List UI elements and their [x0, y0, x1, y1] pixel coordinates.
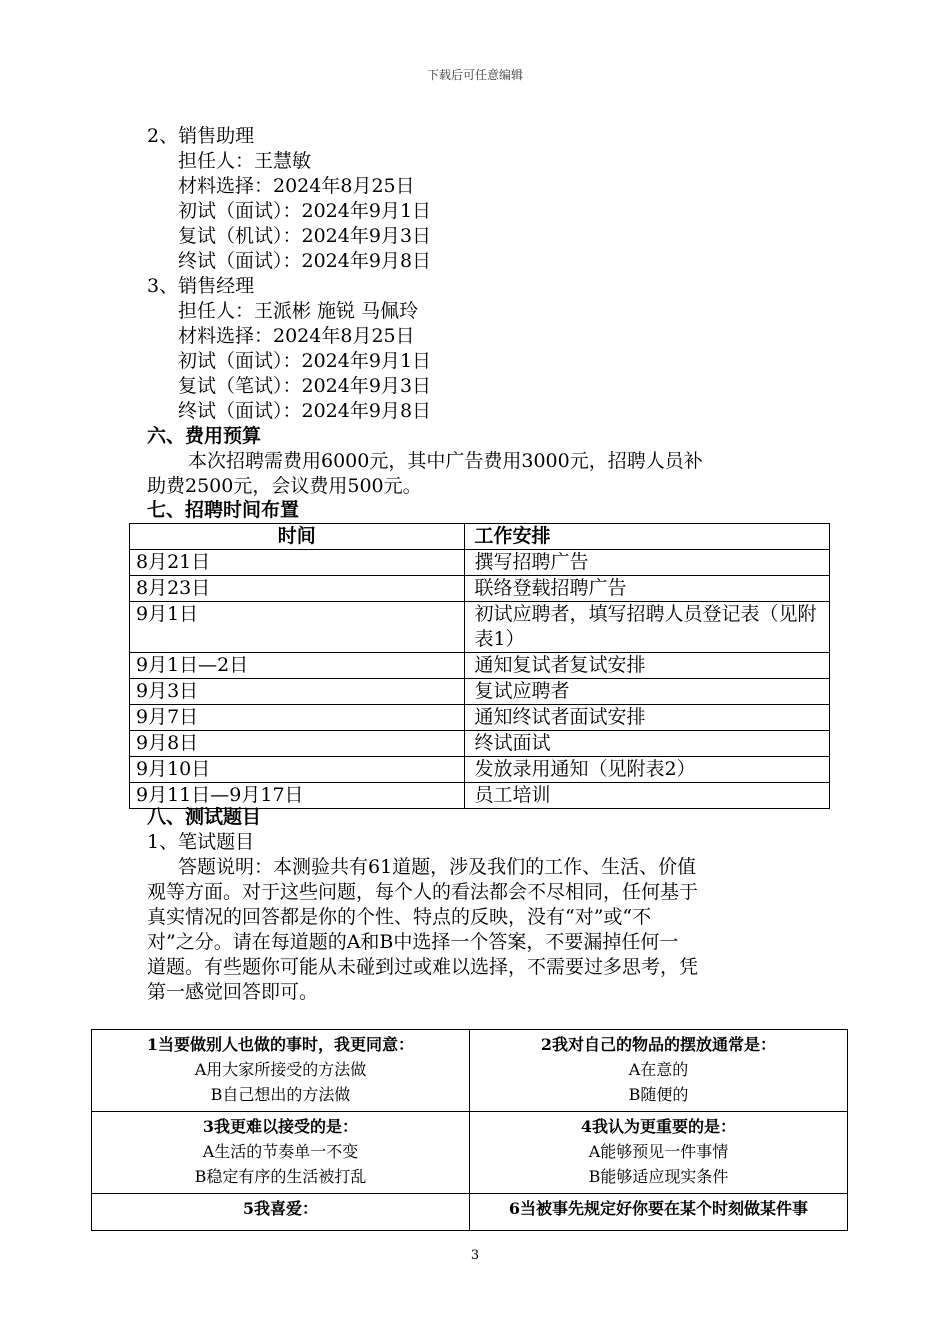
- table-row: [92, 1030, 848, 1112]
- role-line: 终试（面试）：2024年9月8日: [178, 400, 432, 422]
- role-line: 复试（笔试）：2024年9月3日: [178, 375, 432, 397]
- question-cell: [470, 1030, 848, 1112]
- schedule-work: 通知终试者面试安排: [464, 705, 830, 731]
- option-a[interactable]: A在意的: [628, 1060, 689, 1079]
- schedule-work: 员工培训: [464, 783, 830, 809]
- budget-text-line1: 本次招聘需费用6000元，其中广告费用3000元，招聘人员补: [188, 450, 703, 472]
- budget-text-line2: 助费2500元，会议费用500元。: [147, 475, 422, 497]
- test-subheading: 1、笔试题目: [147, 831, 255, 853]
- role-line: 担任人：王派彬 施锐 马佩玲: [178, 300, 419, 322]
- question-cell: [92, 1194, 470, 1231]
- test-heading: 八、测试题目: [147, 806, 262, 828]
- instruction-line: 观等方面。对于这些问题，每个人的看法都会不尽相同，任何基于: [147, 881, 699, 903]
- schedule-col-time: 时间: [130, 524, 465, 550]
- role-title: 3、销售经理: [147, 275, 255, 297]
- page-header: 下载后可任意编辑: [426, 68, 523, 82]
- schedule-work: 终试面试: [464, 731, 830, 757]
- page-number: 3: [470, 1248, 480, 1263]
- table-row: [130, 653, 830, 679]
- schedule-time: 9月1日: [130, 602, 465, 653]
- option-b[interactable]: B稳定有序的生活被打乱: [194, 1167, 367, 1186]
- question-text: 4我认为更重要的是：: [580, 1117, 737, 1136]
- role-line: 复试（机试）：2024年9月3日: [178, 225, 432, 247]
- instruction-line: 第一感觉回答即可。: [147, 981, 319, 1003]
- question-cell: [92, 1030, 470, 1112]
- instruction-line: 对”之分。请在每道题的A和B中选择一个答案，不要漏掉任何一: [147, 931, 679, 953]
- role-line: 初试（面试）：2024年9月1日: [178, 350, 432, 372]
- schedule-work: 初试应聘者，填写招聘人员登记表（见附表1）: [464, 602, 830, 653]
- question-table: [91, 1029, 848, 1231]
- role-line: 材料选择：2024年8月25日: [178, 325, 415, 347]
- instruction-line: 真实情况的回答都是你的个性、特点的反映，没有“对”或“不: [147, 906, 652, 928]
- schedule-time: 9月11日—9月17日: [130, 783, 465, 809]
- schedule-time: 9月7日: [130, 705, 465, 731]
- table-row: [130, 679, 830, 705]
- role-line: 终试（面试）：2024年9月8日: [178, 250, 432, 272]
- table-row: [130, 731, 830, 757]
- question-text: 3我更难以接受的是：: [202, 1117, 359, 1136]
- schedule-table: [129, 523, 830, 809]
- table-row: [130, 602, 830, 653]
- option-b[interactable]: B自己想出的方法做: [210, 1085, 351, 1104]
- schedule-work: 通知复试者复试安排: [464, 653, 830, 679]
- role-line: 材料选择：2024年8月25日: [178, 175, 415, 197]
- budget-heading: 六、费用预算: [147, 425, 262, 447]
- question-text: 2我对自己的物品的摆放通常是：: [540, 1035, 777, 1054]
- question-text: 6当被事先规定好你要在某个时刻做某件事: [508, 1199, 809, 1218]
- schedule-time: 8月21日: [130, 550, 465, 576]
- table-row: [130, 757, 830, 783]
- schedule-time: 9月3日: [130, 679, 465, 705]
- schedule-work: 复试应聘者: [464, 679, 830, 705]
- role-line: 担任人：王慧敏: [178, 150, 312, 172]
- option-a[interactable]: A能够预见一件事情: [588, 1142, 729, 1161]
- schedule-time: 9月1日—2日: [130, 653, 465, 679]
- instruction-line: 道题。有些题你可能从未碰到过或难以选择，不需要过多思考，凭: [147, 956, 699, 978]
- option-a[interactable]: A生活的节奏单一不变: [202, 1142, 359, 1161]
- option-a[interactable]: A用大家所接受的方法做: [194, 1060, 367, 1079]
- schedule-time: 9月8日: [130, 731, 465, 757]
- question-text: 1当要做别人也做的事时，我更同意：: [146, 1035, 415, 1054]
- role-line: 初试（面试）：2024年9月1日: [178, 200, 432, 222]
- schedule-work: 发放录用通知（见附表2）: [464, 757, 830, 783]
- schedule-time: 8月23日: [130, 576, 465, 602]
- schedule-work: 撰写招聘广告: [464, 550, 830, 576]
- option-b[interactable]: B能够适应现实条件: [588, 1167, 729, 1186]
- schedule-time: 9月10日: [130, 757, 465, 783]
- role-title: 2、销售助理: [147, 125, 255, 147]
- table-row: [92, 1194, 848, 1231]
- schedule-col-work: 工作安排: [464, 524, 830, 550]
- schedule-work: 联络登载招聘广告: [464, 576, 830, 602]
- question-cell: [470, 1194, 848, 1231]
- instruction-line: 答题说明：本测验共有61道题，涉及我们的工作、生活、价值: [178, 856, 697, 878]
- question-cell: [92, 1112, 470, 1194]
- question-text: 5我喜爱：: [242, 1199, 319, 1218]
- table-row: [130, 705, 830, 731]
- schedule-heading: 七、招聘时间布置: [147, 499, 300, 521]
- option-b[interactable]: B随便的: [628, 1085, 689, 1104]
- question-cell: [470, 1112, 848, 1194]
- table-row: [92, 1112, 848, 1194]
- table-row: [130, 550, 830, 576]
- table-row: [130, 576, 830, 602]
